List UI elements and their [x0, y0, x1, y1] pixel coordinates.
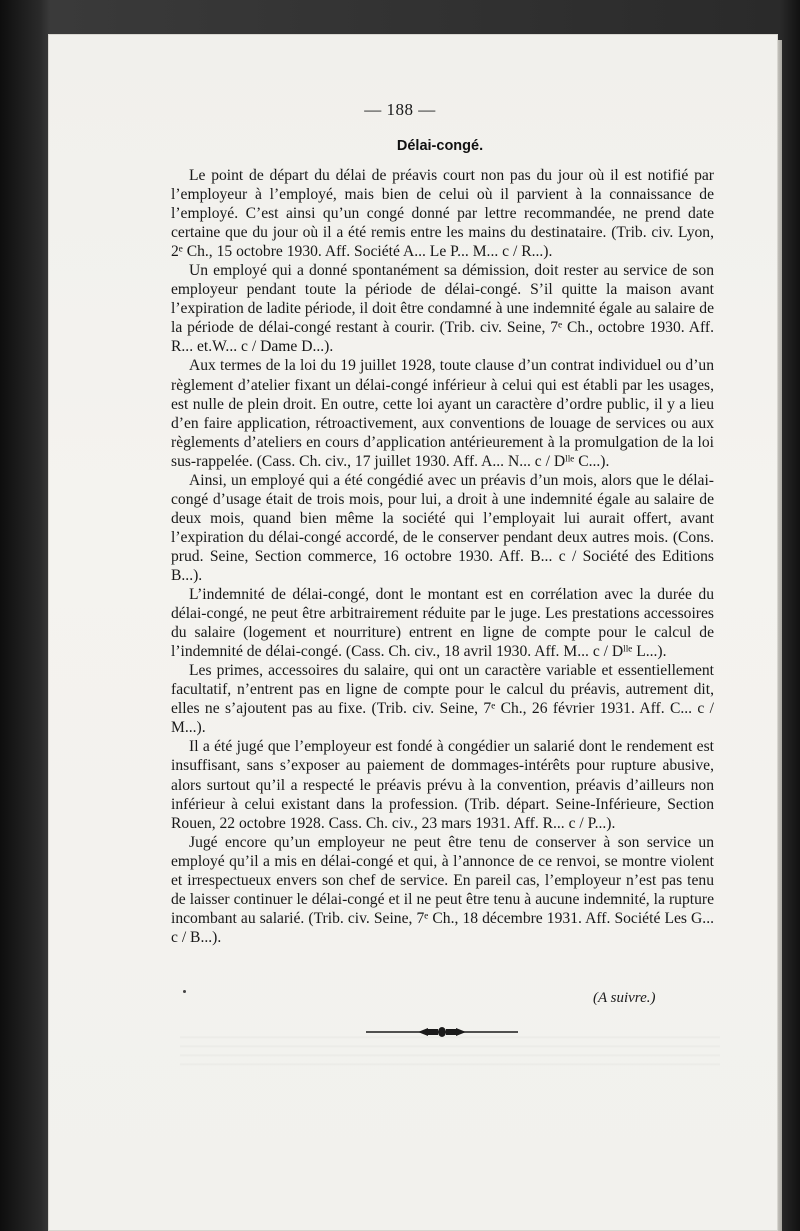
paragraph-8: Jugé encore qu’un employeur ne peut être tenu de conserver à son service un employé qu’il a mis en délai-congé et qui, à l’annonce de ce renvoi, se montre violent et irrespectueux envers son chef de service. En pareil cas, l’employeur n’est pas tenu de laisser continuer le délai-congé et il ne peut être tenu à aucune indemnité, la rupture incombant au salarié. (Trib. civ. Seine, 7ᵉ Ch., 18 décembre 1931. Aff. Société Les G... c / B...). [171, 833, 714, 946]
page-number: — 188 — [364, 100, 436, 119]
paragraph-7: Il a été jugé que l’employeur est fondé à congédier un salarié dont le rendement est insuffisant, sans s’exposer au paiement de dommages-intérêts pour rupture abusive, alors surtout qu’il a respecté le préavis prévu à la convention, préavis d’ailleurs non inférieur à celui existant dans la profession. (Trib. départ. Seine-Inférieure, Section Rouen, 22 octobre 1928. Cass. Ch. civ., 23 mars 1931. Aff. R... c / P...). [171, 738, 714, 832]
section-title: Délai-congé. [396, 138, 484, 154]
paragraph-1: Le point de départ du délai de préavis court non pas du jour où il est notifié par l’employeur à l’employé, mais bien de celui où il parvient à la connaissance de l’employé. C’est ainsi qu’un congé donné par lettre recommandée, ne prend date certaine que du jour où il a été remis entre les mains du destinataire. (Trib. civ. Lyon, 2ᵉ Ch., 15 octobre 1930. Aff. Société A... Le P... M... c / R...). [171, 167, 714, 261]
bleed-through-texture [180, 1030, 720, 1070]
continuation-note: (A suivre.) [593, 990, 656, 1006]
paragraph-6: Les primes, accessoires du salaire, qui ont un caractère variable et essentiellement facultatif, n’entrent pas en ligne de compte pour le calcul du préavis, autrement dit, elles ne s’ajoutent pas au fixe. (Trib. civ. Seine, 7ᵉ Ch., 26 février 1931. Aff. C... c / M...). [171, 662, 714, 737]
paragraph-5: L’indemnité de délai-congé, dont le montant est en corrélation avec la durée du délai-congé, ne peut être arbitrairement réduite par le juge. Les prestations accessoires du salaire (logement et nourriture) entrent en ligne de compte pour le calcul de l’indemnité de délai-congé. (Cass. Ch. civ., 18 avril 1930. Aff. M... c / Dˡˡᵉ L...). [171, 586, 714, 661]
paragraph-4: Ainsi, un employé qui a été congédié avec un préavis d’un mois, alors que le délai-congé d’usage était de trois mois, pour lui, a droit à une indemnité égale au salaire de deux mois, quand bien même la société qui l’employait lui aurait offert, avant l’expiration du délai-congé accordé, de le conserver pendant deux autres mois. (Cons. prud. Seine, Section commerce, 16 octobre 1930. Aff. B... c / Société des Editions B...). [171, 471, 714, 584]
body-text [171, 166, 714, 947]
paragraph-2: Un employé qui a donné spontanément sa démission, doit rester au service de son employeur pendant toute la période de délai-congé. S’il quitte la maison avant l’expiration de ladite période, il doit être condamné à une indemnité égale au salaire de la période de délai-congé restant à courir. (Trib. civ. Seine, 7ᵉ Ch., octobre 1930. Aff. R... et.W... c / Dame D...). [171, 262, 714, 356]
paragraph-3: Aux termes de la loi du 19 juillet 1928, toute clause d’un contrat individuel ou d’un règlement d’atelier fixant un délai-congé inférieur à celui qui est établi par les usages, est nulle de plein droit. En outre, cette loi ayant un caractère d’ordre public, il y a lieu d’en faire application, rétroactivement, aux conventions de louage de services ou aux règlements d’ateliers en cours d’application antérieurement à la promulgation de la loi sus-rappelée. (Cass. Ch. civ., 17 juillet 1930. Aff. A... N... c / Dˡˡᵉ C...). [171, 357, 714, 470]
stray-dot [183, 990, 186, 993]
